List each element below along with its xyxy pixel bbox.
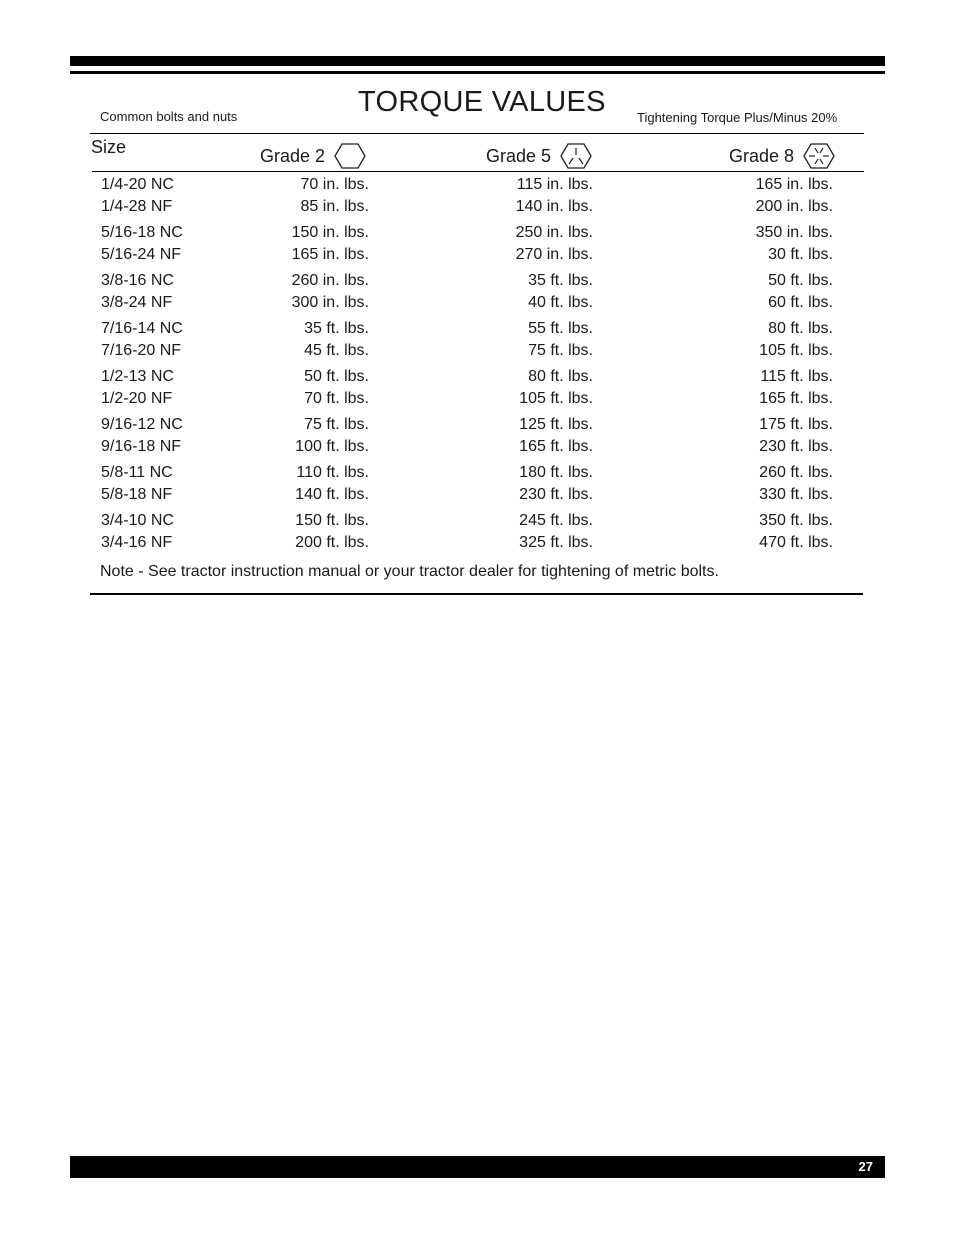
grade5-cell: 230 ft. lbs. — [519, 486, 593, 503]
table-row — [0, 318, 954, 340]
grade5-cell: 80 ft. lbs. — [528, 368, 593, 385]
footer-bar — [70, 1156, 885, 1178]
grade2-cell: 110 ft. lbs. — [296, 464, 369, 481]
table-row — [0, 340, 954, 362]
grade2-cell: 75 ft. lbs. — [304, 416, 369, 433]
table-row — [0, 222, 954, 244]
header-rule — [90, 133, 864, 134]
grade2-cell: 165 in. lbs. — [291, 246, 369, 263]
grade8-cell: 350 in. lbs. — [755, 224, 833, 241]
grade8-cell: 60 ft. lbs. — [768, 294, 833, 311]
column-header-grade5-label: Grade 5 — [486, 145, 552, 166]
grade2-cell: 50 ft. lbs. — [304, 368, 369, 385]
grade8-cell: 470 ft. lbs. — [759, 534, 833, 551]
grade2-cell: 150 in. lbs. — [291, 224, 369, 241]
grade2-cell: 300 in. lbs. — [291, 294, 369, 311]
table-row — [0, 484, 954, 506]
grade5-cell: 325 ft. lbs. — [519, 534, 593, 551]
size-cell: 9/16-18 NF — [101, 438, 182, 455]
size-cell: 5/8-18 NF — [101, 486, 173, 503]
column-header-grade8-label: Grade 8 — [729, 145, 795, 166]
size-cell: 7/16-14 NC — [101, 320, 183, 337]
table-row — [0, 196, 954, 218]
grade2-cell: 45 ft. lbs. — [304, 342, 369, 359]
table-row — [0, 270, 954, 292]
grade8-cell: 200 in. lbs. — [755, 198, 833, 215]
grade5-cell: 125 ft. lbs. — [519, 416, 593, 433]
column-header-grade2-label: Grade 2 — [260, 145, 326, 166]
grade5-cell: 250 in. lbs. — [515, 224, 593, 241]
size-cell: 1/4-28 NF — [101, 198, 173, 215]
grade2-cell: 140 ft. lbs. — [295, 486, 369, 503]
size-cell: 7/16-20 NF — [101, 342, 182, 359]
grade8-cell: 175 ft. lbs. — [759, 416, 833, 433]
grade2-cell: 100 ft. lbs. — [295, 438, 369, 455]
grade8-cell: 350 ft. lbs. — [759, 512, 833, 529]
grade5-cell: 140 in. lbs. — [515, 198, 593, 215]
size-cell: 3/8-16 NC — [101, 272, 174, 289]
size-cell: 9/16-12 NC — [101, 416, 183, 433]
metric-bolts-note: Note - See tractor instruction manual or your tractor dealer for tightening of metric bolts. — [100, 563, 719, 580]
top-rule-thick — [70, 56, 885, 66]
grade2-cell: 150 ft. lbs. — [295, 512, 369, 529]
hex-three-lines-icon — [559, 142, 593, 170]
size-cell: 1/2-13 NC — [101, 368, 174, 385]
torque-table — [0, 174, 954, 554]
size-cell: 5/16-18 NC — [101, 224, 183, 241]
grade8-cell: 165 in. lbs. — [755, 176, 833, 193]
grade2-cell: 200 ft. lbs. — [295, 534, 369, 551]
hex-plain-icon — [333, 142, 367, 170]
table-row — [0, 244, 954, 266]
grade2-cell: 85 in. lbs. — [300, 198, 369, 215]
column-header-size: Size — [91, 137, 127, 157]
size-cell: 3/4-16 NF — [101, 534, 173, 551]
table-row — [0, 414, 954, 436]
table-row — [0, 462, 954, 484]
size-cell: 3/4-10 NC — [101, 512, 174, 529]
table-row — [0, 388, 954, 410]
column-header-grade2 — [260, 142, 367, 170]
grade8-cell: 330 ft. lbs. — [759, 486, 833, 503]
page-title: TORQUE VALUES — [358, 86, 606, 118]
grade2-cell: 260 in. lbs. — [291, 272, 369, 289]
grade2-cell: 70 in. lbs. — [300, 176, 369, 193]
subtitle-tolerance: Tightening Torque Plus/Minus 20% — [637, 110, 838, 125]
grade8-cell: 30 ft. lbs. — [768, 246, 833, 263]
grade8-cell: 230 ft. lbs. — [759, 438, 833, 455]
table-row — [0, 366, 954, 388]
subtitle-common-bolts: Common bolts and nuts — [100, 109, 238, 124]
top-rule-thin — [70, 71, 885, 74]
table-row — [0, 510, 954, 532]
grade8-cell: 105 ft. lbs. — [759, 342, 833, 359]
grade5-cell: 55 ft. lbs. — [528, 320, 593, 337]
grade5-cell: 35 ft. lbs. — [528, 272, 593, 289]
size-cell: 1/2-20 NF — [101, 390, 173, 407]
column-header-rule — [92, 171, 864, 172]
grade5-cell: 270 in. lbs. — [515, 246, 593, 263]
table-row — [0, 292, 954, 314]
grade8-cell: 165 ft. lbs. — [759, 390, 833, 407]
grade8-cell: 50 ft. lbs. — [768, 272, 833, 289]
size-cell: 3/8-24 NF — [101, 294, 173, 311]
grade5-cell: 40 ft. lbs. — [528, 294, 593, 311]
grade5-cell: 165 ft. lbs. — [519, 438, 593, 455]
column-header-grade8 — [729, 142, 836, 170]
hex-six-lines-icon — [802, 142, 836, 170]
size-cell: 5/8-11 NC — [101, 464, 173, 481]
column-header-grade5 — [486, 142, 593, 170]
table-row — [0, 532, 954, 554]
grade2-cell: 35 ft. lbs. — [304, 320, 369, 337]
grade8-cell: 260 ft. lbs. — [759, 464, 833, 481]
grade5-cell: 115 in. lbs. — [516, 176, 593, 193]
page-number: 27 — [858, 1159, 873, 1174]
size-cell: 1/4-20 NC — [101, 176, 174, 193]
grade8-cell: 80 ft. lbs. — [768, 320, 833, 337]
size-cell: 5/16-24 NF — [101, 246, 182, 263]
table-row — [0, 174, 954, 196]
grade5-cell: 245 ft. lbs. — [519, 512, 593, 529]
grade5-cell: 180 ft. lbs. — [519, 464, 593, 481]
grade5-cell: 105 ft. lbs. — [519, 390, 593, 407]
bottom-rule — [90, 593, 863, 595]
grade2-cell: 70 ft. lbs. — [304, 390, 369, 407]
table-row — [0, 436, 954, 458]
grade5-cell: 75 ft. lbs. — [528, 342, 593, 359]
grade8-cell: 115 ft. lbs. — [760, 368, 833, 385]
